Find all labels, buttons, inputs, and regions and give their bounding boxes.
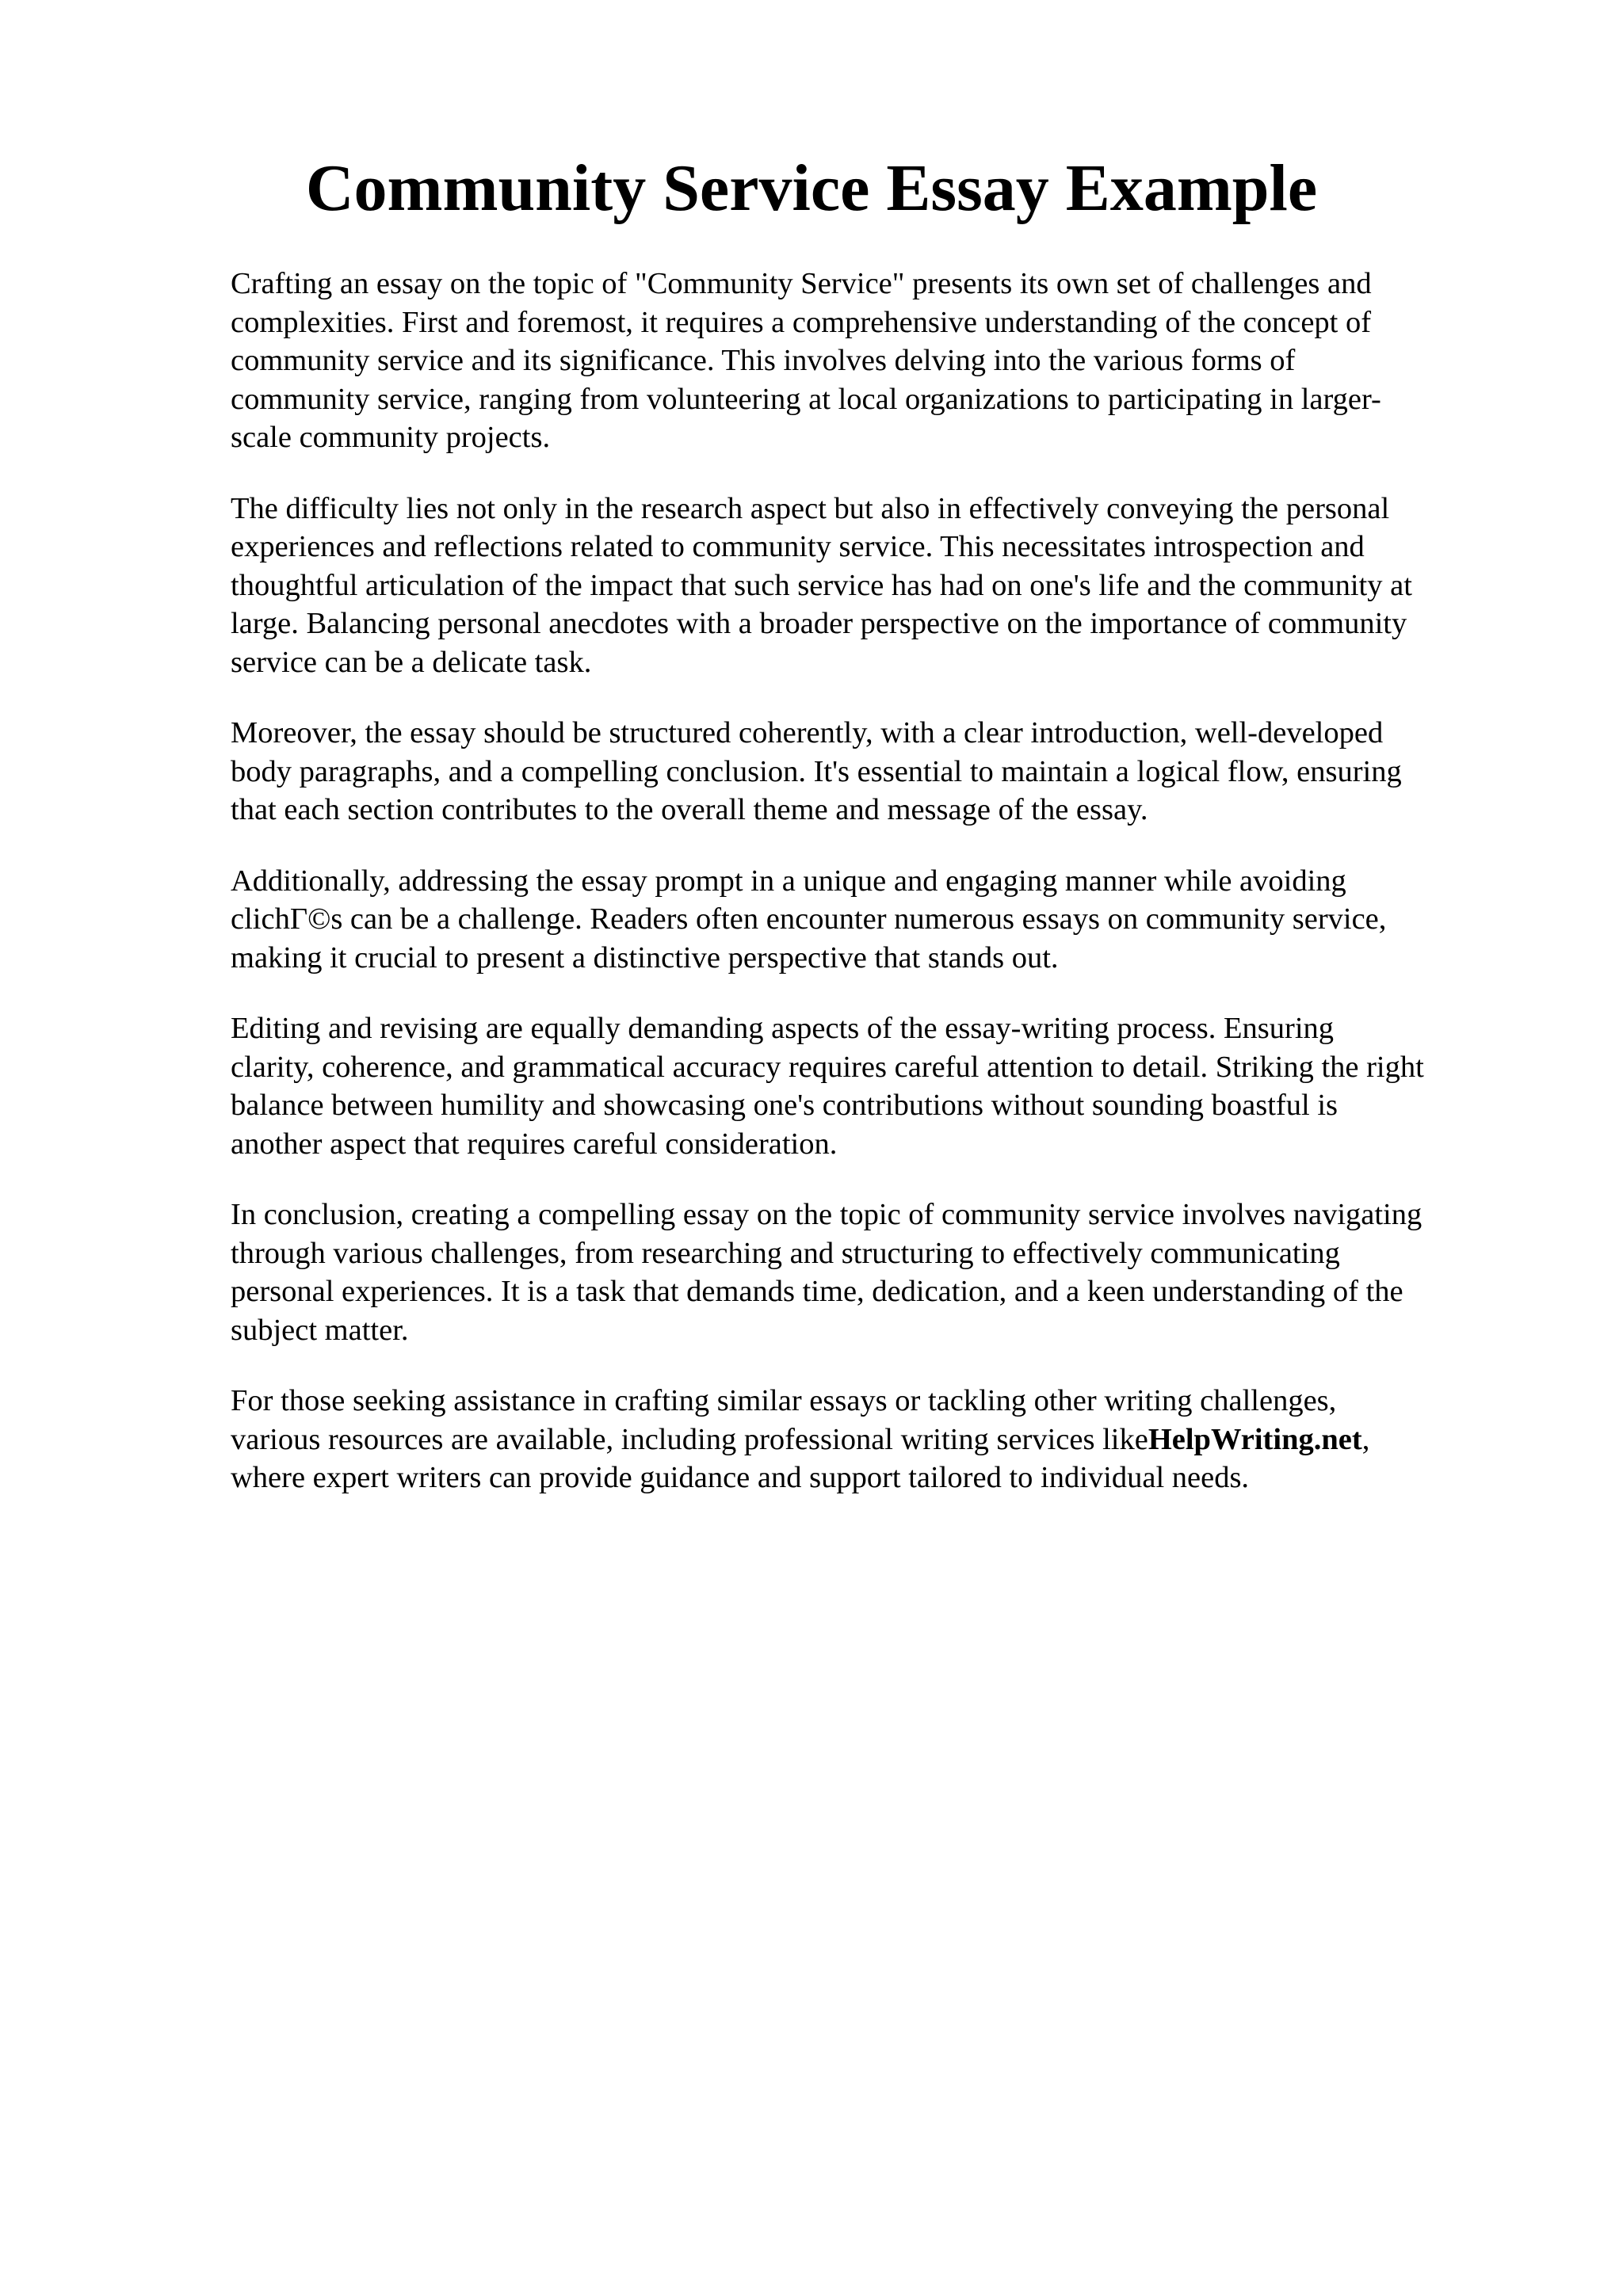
paragraph-6: [231, 1196, 1522, 1349]
paragraph-line: Additionally, addressing the essay prompt in a unique and engaging manner while avoiding: [231, 864, 1346, 898]
paragraph-line: For those seeking assistance in crafting similar essays or tackling other writing challenges,: [231, 1384, 1337, 1417]
paragraph-1: [231, 265, 1522, 457]
paragraph-line: The difficulty lies not only in the research aspect but also in effectively conveying the personal: [231, 491, 1390, 525]
paragraph-4: [231, 862, 1522, 978]
paragraph-line: experiences and reflections related to community service. This necessitates introspection and: [231, 530, 1365, 563]
paragraph-line: service can be a delicate task.: [231, 645, 592, 679]
paragraph-line: balance between humility and showcasing one's contributions without sounding boastful is: [231, 1089, 1338, 1122]
paragraph-line: clichΓ©s can be a challenge. Readers often encounter numerous essays on community service,: [231, 902, 1387, 936]
essay-body: [231, 265, 1522, 1530]
paragraph-line: scale community projects.: [231, 421, 551, 454]
paragraph-line: large. Balancing personal anecdotes with a broader perspective on the importance of community: [231, 607, 1407, 640]
paragraph-line: where expert writers can provide guidance and support tailored to individual needs.: [231, 1461, 1250, 1494]
paragraph-line: complexities. First and foremost, it requires a comprehensive understanding of the concept of: [231, 305, 1372, 339]
closing-text-before-brand: various resources are available, including professional writing services like: [231, 1422, 1148, 1456]
paragraph-2: [231, 490, 1522, 682]
paragraph-line: Editing and revising are equally demanding aspects of the essay-writing process. Ensuring: [231, 1012, 1335, 1045]
closing-paragraph: [231, 1382, 1522, 1497]
paragraph-5: [231, 1009, 1522, 1163]
paragraph-line: body paragraphs, and a compelling conclusion. It's essential to maintain a logical flow, ensuring: [231, 754, 1402, 788]
paragraph-line: that each section contributes to the overall theme and message of the essay.: [231, 793, 1148, 826]
paragraph-3: [231, 714, 1522, 830]
paragraph-line: community service, ranging from volunteering at local organizations to participating in larger-: [231, 382, 1381, 416]
paragraph-line: subject matter.: [231, 1313, 409, 1347]
page-title: Community Service Essay Example: [305, 151, 1318, 225]
paragraph-line: [231, 1421, 1522, 1459]
paragraph-line: thoughtful articulation of the impact that such service has had on one's life and the community at: [231, 568, 1412, 602]
paragraph-line: clarity, coherence, and grammatical accuracy requires careful attention to detail. Striking the right: [231, 1050, 1424, 1084]
closing-comma: ,: [1361, 1422, 1370, 1456]
brand-name-helpwriting: HelpWriting.net: [1148, 1422, 1362, 1456]
paragraph-line: another aspect that requires careful consideration.: [231, 1127, 838, 1161]
paragraph-line: Crafting an essay on the topic of "Community Service" presents its own set of challenges and: [231, 267, 1372, 300]
paragraph-line: personal experiences. It is a task that demands time, dedication, and a keen understanding of the: [231, 1275, 1403, 1308]
paragraph-line: through various challenges, from researching and structuring to effectively communicating: [231, 1236, 1340, 1270]
paragraph-line: community service and its significance. This involves delving into the various forms of: [231, 344, 1296, 377]
paragraph-line: In conclusion, creating a compelling essay on the topic of community service involves navigating: [231, 1198, 1423, 1231]
paragraph-line: making it crucial to present a distinctive perspective that stands out.: [231, 940, 1059, 974]
paragraph-line: Moreover, the essay should be structured coherently, with a clear introduction, well-developed: [231, 716, 1384, 749]
